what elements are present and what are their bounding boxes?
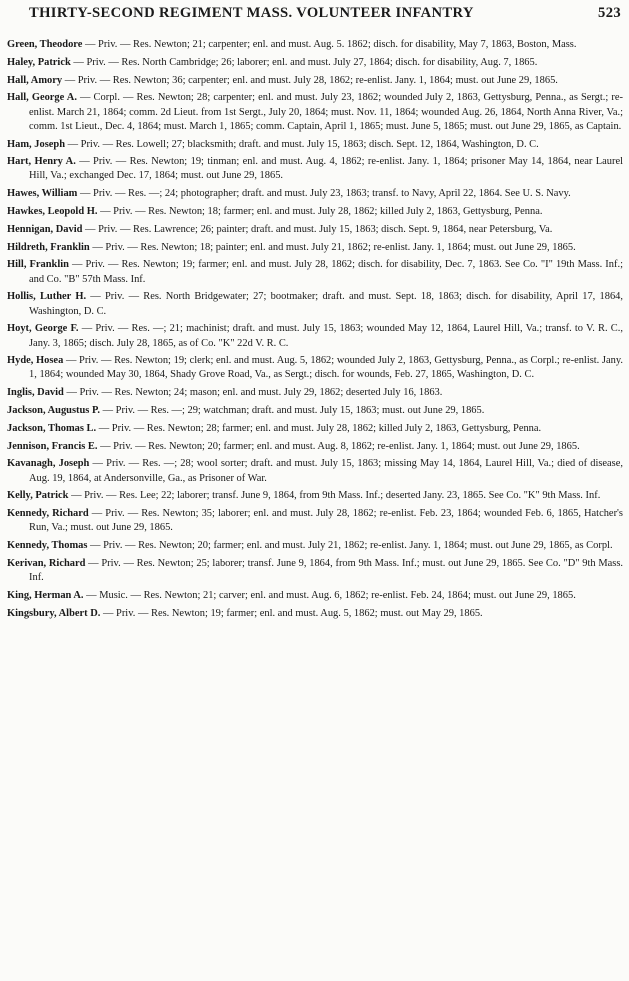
roster-entry (7, 354, 623, 382)
soldier-name: Hyde, Hosea (7, 355, 64, 367)
service-record: — Priv. — Res. —; 28; wool sorter; draft. and must. July 15, 1863; missing May 14, 1864, Laurel Hill, Va.; died of disease, Aug. 19, 1864, at Andersonville, Ga., as Prisoner of War. (29, 458, 623, 484)
service-record: — Priv. — Res. Newton; 18; farmer; enl. and must. July 28, 1862; killed July 2, 1863, Gettysburg, Penna. (97, 206, 543, 218)
service-record: — Priv. — Res. Newton; 18; painter; enl. and must. July 21, 1862; re-enlist. Jany. 1, 1864; must. out June 29, 1865. (89, 241, 576, 253)
roster-entry (7, 138, 623, 152)
soldier-name: Green, Theodore (7, 39, 83, 50)
roster-entry (7, 322, 623, 350)
soldier-name: Kavanagh, Joseph (7, 458, 90, 470)
running-title: THIRTY-SECOND REGIMENT MASS. VOLUNTEER INFANTRY (29, 5, 474, 21)
service-record: — Priv. — Res. Newton; 20; farmer; enl. and must. Aug. 8, 1862; re-enlist. Jany. 1, 1864; must. out June 29, 1865. (97, 440, 580, 452)
roster-entry (7, 507, 623, 535)
soldier-name: Hollis, Luther H. (7, 291, 87, 303)
service-record: — Priv. — Res. Newton; 19; tinman; enl. and must. Aug. 4, 1862; re-enlist. Jany. 1, 1864; prisoner May 14, 1864, near Laurel Hill, Va.; exchanged Dec. 17, 1864; must. out June 29, 1865. (29, 156, 623, 182)
soldier-name: Jennison, Francis E. (7, 440, 98, 452)
service-record: — Priv. — Res. Newton; 19; farmer; enl. and must. Aug. 5, 1862; must. out May 29, 1865. (100, 607, 483, 619)
service-record: — Music. — Res. Newton; 21; carver; enl. and must. Aug. 6, 1862; re-enlist. Feb. 24, 1864; must. out June 29, 1865. (83, 589, 576, 601)
roster-entry (7, 258, 623, 286)
roster-entry (7, 155, 623, 183)
service-record: — Priv. — Res. North Cambridge; 26; laborer; enl. and must. July 27, 1864; disch. for disability, Aug. 7, 1865. (70, 56, 538, 68)
soldier-name: Inglis, David (7, 387, 64, 399)
soldier-name: Jackson, Augustus P. (7, 405, 101, 417)
soldier-name: Kerivan, Richard (7, 557, 86, 569)
service-record: — Priv. — Res. Newton; 19; farmer; enl. and must. July 28, 1862; disch. for disability, Dec. 7, 1863. See Co. "I" 19th Mass. Inf.; and Co. "B" 57th Mass. Inf. (29, 259, 623, 285)
service-record: — Priv. — Res. Lowell; 27; blacksmith; draft. and must. July 15, 1863; disch. Sept. 12, 1864, Washington, D. C. (65, 138, 539, 150)
service-record: — Priv. — Res. Newton; 24; mason; enl. and must. July 29, 1862; deserted July 16, 1863. (63, 387, 443, 399)
service-record: — Priv. — Res. Lee; 22; laborer; transf. June 9, 1864, from 9th Mass. Inf.; deserted Jany. 23, 1865. See Co. "K" 9th Mass. Inf. (68, 490, 601, 502)
service-record: — Priv. — Res. Lawrence; 26; painter; draft. and must. July 15, 1863; disch. Sept. 9, 1864, near Petersburg, Va. (82, 223, 553, 235)
service-record: — Priv. — Res. —; 29; watchman; draft. and must. July 15, 1863; must. out June 29, 1865. (100, 405, 485, 417)
soldier-name: Kingsbury, Albert D. (7, 607, 101, 619)
service-record: — Priv. — Res. Newton; 20; farmer; enl. and must. July 21, 1862; re-enlist. Jany. 1, 1864; must. out June 29, 1865, as Corpl. (87, 540, 613, 552)
soldier-name: Hall, George A. (7, 92, 77, 104)
service-record: — Priv. — Res. —; 24; photographer; draft. and must. July 23, 1863; transf. to Navy, April 22, 1864. See U. S. Navy. (77, 188, 571, 200)
soldier-name: Kennedy, Thomas (7, 540, 88, 552)
roster-entry (7, 457, 623, 485)
roster-entry (7, 290, 623, 318)
soldier-name: Hawkes, Leopold H. (7, 206, 98, 218)
soldier-name: Hill, Franklin (7, 259, 69, 271)
soldier-name: Jackson, Thomas L. (7, 422, 97, 434)
service-record: — Priv. — Res. North Bridgewater; 27; bootmaker; draft. and must. Sept. 18, 1863; disch. for disability, April 17, 1864, Washington, D. C. (29, 291, 623, 317)
roster-entry (7, 539, 623, 553)
service-record: — Priv. — Res. Newton; 21; carpenter; enl. and must. Aug. 5. 1862; disch. for disability, May 7, 1863, Boston, Mass. (82, 39, 577, 50)
roster-entry (7, 187, 623, 201)
soldier-name: Hart, Henry A. (7, 156, 76, 168)
page-number: 523 (598, 5, 621, 21)
roster-entry (7, 557, 623, 585)
soldier-name: King, Herman A. (7, 589, 84, 601)
roster-entry (7, 489, 623, 503)
roster-entry (7, 440, 623, 454)
roster-entry (7, 241, 623, 255)
service-record: — Priv. — Res. Newton; 25; laborer; transf. June 9, 1864, from 9th Mass. Inf.; must. out June 29, 1865. See Co. "D" 9th Mass. Inf. (29, 557, 623, 584)
soldier-name: Ham, Joseph (7, 138, 65, 150)
soldier-name: Hawes, William (7, 188, 78, 200)
roster-entry (7, 38, 623, 52)
roster-entries (7, 38, 623, 621)
service-record: — Corpl. — Res. Newton; 28; carpenter; enl. and must. July 23, 1862; wounded July 2, 1863, Gettysburg, Penna., as Sergt.; re-enlist. March 21, 1864; comm. 2d Lieut. from 1st Sergt., July 20, 1864; must. Nov. 11, 1864; wounded Aug. 26, 1864, North Anna River, Va.; comm. 1st Lieut., Dec. 4, 1864; must. March 1, 1865; comm. Captain, April 1, 1865; must. June 5, 1865; must. out June 29, 1865, as Captain. (29, 92, 623, 132)
roster-entry (7, 589, 623, 603)
soldier-name: Hennigan, David (7, 223, 83, 235)
service-record: — Priv. — Res. Newton; 19; clerk; enl. and must. Aug. 5, 1862; wounded July 2, 1863, Gettysburg, Penna., as Corpl.; re-enlist. Jany. 1, 1864; wounded May 30, 1864, Shady Grove Road, Va., as Sergt.; disch. for wounds, Feb. 27, 1865, Washington, D. C. (29, 355, 623, 381)
page-header (7, 0, 623, 38)
roster-entry (7, 223, 623, 237)
roster-entry (7, 386, 623, 400)
roster-entry (7, 91, 623, 133)
service-record: — Priv. — Res. Newton; 35; laborer; enl. and must. July 28, 1862; re-enlist. Feb. 23, 1864; wounded Feb. 6, 1865, Hatcher's Run, Va.; must. out June 29, 1865. (29, 508, 623, 534)
soldier-name: Kelly, Patrick (7, 490, 69, 502)
soldier-name: Kennedy, Richard (7, 508, 89, 520)
service-record: — Priv. — Res. Newton; 28; farmer; enl. and must. July 28, 1862; killed July 2, 1863, Gettysburg, Penna. (96, 422, 542, 434)
roster-entry (7, 607, 623, 621)
soldier-name: Haley, Patrick (7, 56, 71, 68)
soldier-name: Hildreth, Franklin (7, 241, 90, 253)
roster-entry (7, 56, 623, 70)
soldier-name: Hoyt, George F. (7, 323, 79, 335)
roster-entry (7, 205, 623, 219)
soldier-name: Hall, Amory (7, 74, 63, 86)
roster-entry (7, 404, 623, 418)
roster-entry (7, 422, 623, 436)
service-record: — Priv. — Res. Newton; 36; carpenter; enl. and must. July 28, 1862; re-enlist. Jany. 1, 1864; must. out June 29, 1865. (62, 74, 558, 86)
service-record: — Priv. — Res. —; 21; machinist; draft. and must. July 15, 1863; wounded May 12, 1864, Laurel Hill, Va.; transf. to V. R. C., Jany. 3, 1865; disch. July 28, 1865, as of Co. "K" 22d V. R. C. (29, 323, 623, 349)
roster-entry (7, 74, 623, 88)
